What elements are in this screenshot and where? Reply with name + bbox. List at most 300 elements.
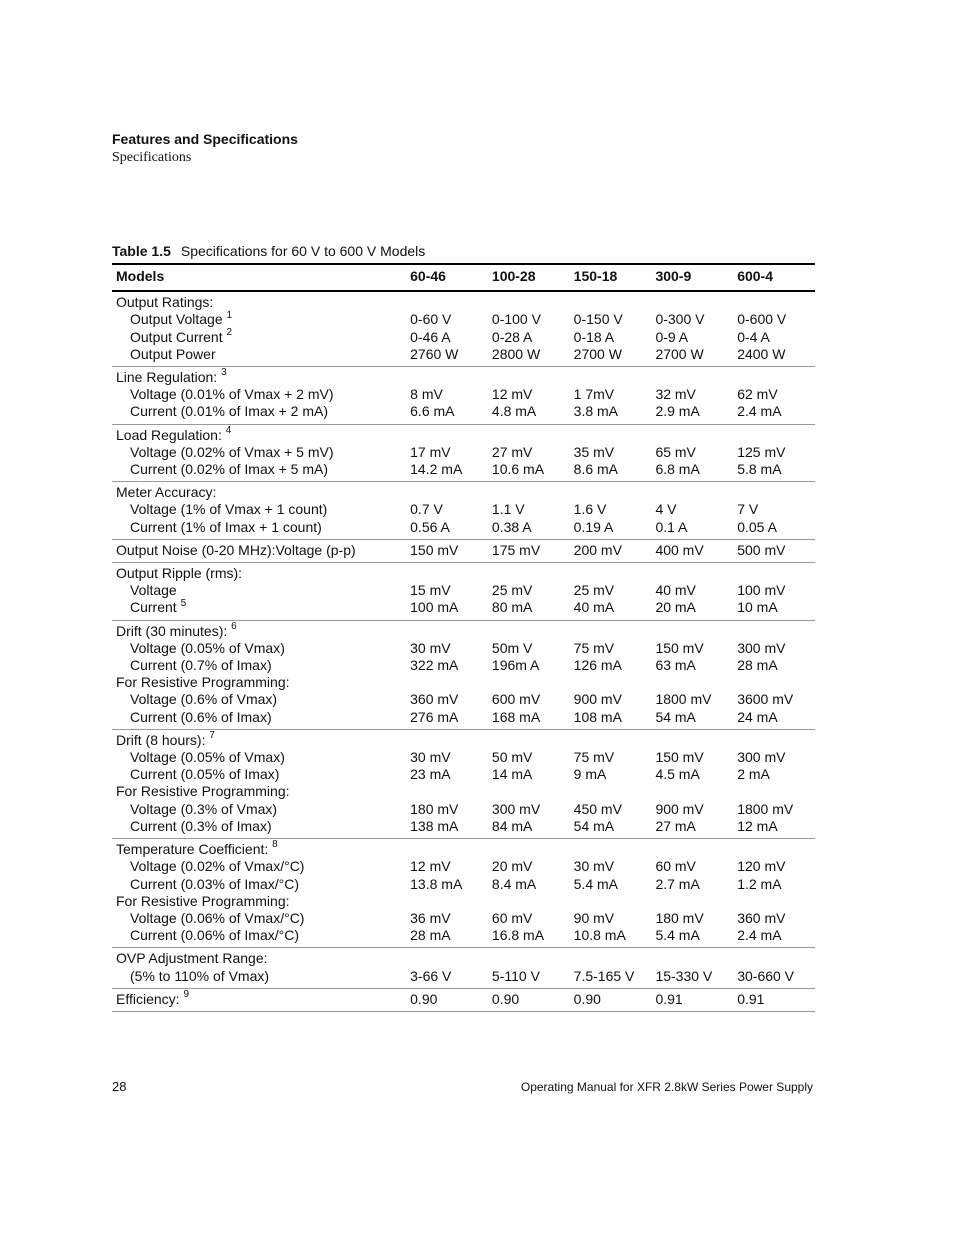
value-cell xyxy=(488,729,570,838)
value-line: 108 mA xyxy=(573,708,622,725)
value-line xyxy=(737,783,811,800)
value-line: 27 mV xyxy=(491,443,533,460)
value-cell xyxy=(651,948,733,988)
value-line: 0-9 A xyxy=(655,328,689,345)
value-line xyxy=(492,950,566,967)
parameter-text: Output Current xyxy=(130,328,227,345)
value-line: 5-110 V xyxy=(491,967,540,984)
value-line xyxy=(574,783,648,800)
value-cell xyxy=(733,563,815,621)
value-line: 40 mA xyxy=(573,599,615,616)
parameter-text: Current (0.03% of Imax/°C) xyxy=(130,875,299,892)
value-line: 14 mA xyxy=(491,766,533,783)
value-line: 62 mV xyxy=(737,386,778,403)
value-line xyxy=(574,369,648,386)
value-line: 8.6 mA xyxy=(573,461,619,478)
parameter-line xyxy=(116,950,402,967)
value-line: 600 mV xyxy=(491,691,541,708)
value-line xyxy=(655,565,729,582)
value-line: 500 mV xyxy=(737,541,786,558)
value-line: 150 mV xyxy=(655,639,704,656)
value-cell xyxy=(570,729,652,838)
value-line: 0-600 V xyxy=(737,311,787,328)
value-line: 0-46 A xyxy=(410,328,451,345)
value-line: 0.90 xyxy=(573,990,601,1007)
value-line: 5.8 mA xyxy=(737,461,782,478)
value-line: 450 mV xyxy=(573,800,622,817)
value-cell xyxy=(406,367,488,425)
value-cell xyxy=(733,291,815,366)
parameter-text: Voltage (0.05% of Vmax) xyxy=(130,749,285,766)
table-body xyxy=(112,291,815,1011)
value-line xyxy=(410,565,484,582)
value-line: 120 mV xyxy=(737,858,786,875)
parameter-text: Voltage (0.6% of Vmax) xyxy=(130,691,278,708)
value-line: 3600 mV xyxy=(737,691,794,708)
parameter-text: Drift (30 minutes): xyxy=(116,622,232,639)
value-cell xyxy=(488,839,570,948)
value-line xyxy=(574,732,648,749)
value-line: 15 mV xyxy=(410,582,451,599)
footnote-marker: 6 xyxy=(231,621,237,632)
parameter-line xyxy=(116,461,402,478)
value-line: 2800 W xyxy=(491,345,541,362)
parameter-text: Current (0.01% of Imax + 2 mA) xyxy=(130,403,329,420)
parameter-text: Drift (8 hours): xyxy=(116,731,210,748)
value-line: 14.2 mA xyxy=(410,461,463,478)
value-line: 276 mA xyxy=(410,708,459,725)
value-cell xyxy=(651,839,733,948)
value-line xyxy=(410,427,484,444)
value-line: 65 mV xyxy=(655,443,696,460)
parameter-text: Output Power xyxy=(130,345,216,362)
value-line xyxy=(655,674,729,691)
value-line: 10.6 mA xyxy=(491,461,545,478)
value-line xyxy=(574,674,648,691)
parameter-cell xyxy=(112,482,406,540)
value-line: 0.91 xyxy=(655,990,683,1007)
column-header-150-18: 150-18 xyxy=(570,264,652,291)
parameter-cell xyxy=(112,424,406,482)
value-line: 0.56 A xyxy=(410,518,450,535)
parameter-cell xyxy=(112,563,406,621)
value-cell xyxy=(651,729,733,838)
column-header-300-9: 300-9 xyxy=(651,264,733,291)
section-title: Features and Specifications xyxy=(112,131,298,147)
parameter-line xyxy=(116,582,402,599)
value-line xyxy=(492,484,566,501)
value-cell xyxy=(570,424,652,482)
parameter-line xyxy=(116,565,402,582)
value-cell xyxy=(570,367,652,425)
value-line xyxy=(655,893,729,910)
value-line xyxy=(410,674,484,691)
value-line: 4 V xyxy=(655,501,677,518)
value-cell xyxy=(406,729,488,838)
parameter-line xyxy=(116,927,402,944)
value-line: 3.8 mA xyxy=(573,403,619,420)
parameter-text: (5% to 110% of Vmax) xyxy=(130,967,270,984)
value-cell xyxy=(406,424,488,482)
value-line: 0.05 A xyxy=(737,518,777,535)
value-line: 1800 mV xyxy=(655,691,712,708)
value-cell xyxy=(651,424,733,482)
parameter-cell xyxy=(112,729,406,838)
column-header-600-4: 600-4 xyxy=(733,264,815,291)
parameter-line xyxy=(116,403,402,420)
value-cell xyxy=(406,988,488,1011)
value-line: 8.4 mA xyxy=(491,875,537,892)
value-line xyxy=(655,783,729,800)
value-line xyxy=(655,427,729,444)
value-line: 0-100 V xyxy=(491,311,541,328)
value-line: 180 mV xyxy=(410,800,459,817)
parameter-line xyxy=(116,346,402,363)
value-cell xyxy=(570,839,652,948)
value-line xyxy=(410,950,484,967)
parameter-text: Current (0.05% of Imax) xyxy=(130,766,280,783)
value-cell xyxy=(733,729,815,838)
value-line xyxy=(574,623,648,640)
parameter-text: Voltage (0.05% of Vmax) xyxy=(130,639,285,656)
value-line xyxy=(492,674,566,691)
value-line xyxy=(574,294,648,311)
value-line: 50 mV xyxy=(491,749,533,766)
value-line: 200 mV xyxy=(573,541,622,558)
value-line: 300 mV xyxy=(737,639,786,656)
value-cell xyxy=(733,620,815,729)
value-line: 4.5 mA xyxy=(655,766,700,783)
value-line xyxy=(737,369,811,386)
value-line: 0.91 xyxy=(737,990,765,1007)
parameter-text: Output Ripple (rms): xyxy=(116,565,243,582)
value-line: 125 mV xyxy=(737,443,786,460)
parameter-text: Meter Accuracy: xyxy=(116,484,217,501)
value-line: 360 mV xyxy=(737,909,786,926)
value-cell xyxy=(570,539,652,562)
value-cell xyxy=(651,291,733,366)
value-line: 5.4 mA xyxy=(573,875,619,892)
value-line: 400 mV xyxy=(655,541,704,558)
footnote-marker: 8 xyxy=(272,839,278,851)
value-cell xyxy=(406,839,488,948)
parameter-line xyxy=(116,640,402,657)
value-line: 16.8 mA xyxy=(491,927,545,944)
value-line xyxy=(492,841,566,858)
value-line: 25 mV xyxy=(491,582,533,599)
parameter-text: Voltage (0.3% of Vmax) xyxy=(130,800,278,817)
value-line: 75 mV xyxy=(573,639,615,656)
parameter-text: For Resistive Programming: xyxy=(116,892,290,909)
value-line: 138 mA xyxy=(410,817,459,834)
value-cell xyxy=(570,563,652,621)
value-line xyxy=(655,484,729,501)
value-line: 1800 mV xyxy=(737,800,794,817)
parameter-line xyxy=(116,766,402,783)
parameter-text: Voltage (0.06% of Vmax/°C) xyxy=(130,909,305,926)
value-cell xyxy=(488,620,570,729)
value-line: 25 mV xyxy=(573,582,615,599)
specifications-table xyxy=(112,263,815,1012)
value-line xyxy=(410,893,484,910)
column-header-models: Models xyxy=(112,264,406,291)
value-cell xyxy=(488,367,570,425)
value-line: 300 mV xyxy=(737,749,786,766)
value-line xyxy=(737,484,811,501)
value-line: 20 mV xyxy=(491,858,533,875)
value-line: 0-4 A xyxy=(737,328,770,345)
value-cell xyxy=(733,482,815,540)
value-cell xyxy=(733,839,815,948)
value-line xyxy=(574,565,648,582)
parameter-text: Voltage (0.02% of Vmax + 5 mV) xyxy=(130,443,334,460)
table-row xyxy=(112,424,815,482)
value-cell xyxy=(488,482,570,540)
value-line: 900 mV xyxy=(655,800,704,817)
parameter-line xyxy=(116,893,402,910)
table-row xyxy=(112,729,815,838)
value-line xyxy=(655,732,729,749)
value-line: 13.8 mA xyxy=(410,875,463,892)
parameter-line xyxy=(116,783,402,800)
value-line xyxy=(410,484,484,501)
parameter-text: Load Regulation: xyxy=(116,426,226,443)
value-line: 12 mV xyxy=(491,386,533,403)
value-line xyxy=(655,950,729,967)
value-line: 10 mA xyxy=(737,599,778,616)
value-line xyxy=(655,841,729,858)
parameter-line xyxy=(116,294,402,311)
parameter-text: Temperature Coefficient: xyxy=(116,841,273,858)
value-line xyxy=(410,841,484,858)
value-line: 100 mV xyxy=(737,582,786,599)
footnote-marker: 5 xyxy=(180,597,187,609)
parameter-line xyxy=(116,910,402,927)
table-row xyxy=(112,948,815,988)
value-line: 24 mA xyxy=(737,708,778,725)
parameter-line xyxy=(116,691,402,708)
value-line: 0-300 V xyxy=(655,311,705,328)
value-line: 0-150 V xyxy=(573,311,623,328)
parameter-line xyxy=(116,542,402,559)
value-cell xyxy=(733,948,815,988)
parameter-line xyxy=(116,732,402,749)
parameter-cell xyxy=(112,948,406,988)
parameter-text: Current (0.7% of Imax) xyxy=(130,657,272,674)
value-cell xyxy=(570,948,652,988)
value-line: 30-660 V xyxy=(737,967,795,984)
value-line: 196m A xyxy=(491,657,540,674)
parameter-line xyxy=(116,444,402,461)
value-line: 12 mV xyxy=(410,858,451,875)
value-cell xyxy=(651,620,733,729)
value-line xyxy=(410,783,484,800)
footnote-marker: 9 xyxy=(183,989,189,1001)
value-line: 90 mV xyxy=(573,909,615,926)
parameter-text: Current (0.6% of Imax) xyxy=(130,708,272,725)
value-line: 40 mV xyxy=(655,582,696,599)
value-line: 0.38 A xyxy=(491,518,532,535)
value-line xyxy=(655,369,729,386)
table-row xyxy=(112,988,815,1011)
value-line: 1 7mV xyxy=(573,386,615,403)
value-line: 300 mV xyxy=(491,800,541,817)
value-line xyxy=(492,732,566,749)
value-line: 0-18 A xyxy=(573,328,615,345)
parameter-text: Output Ratings: xyxy=(116,294,214,311)
value-line xyxy=(737,893,811,910)
value-line: 28 mA xyxy=(737,657,778,674)
value-line xyxy=(655,623,729,640)
value-line: 54 mA xyxy=(655,708,696,725)
value-line: 23 mA xyxy=(410,766,451,783)
value-line: 75 mV xyxy=(573,749,615,766)
parameter-text: Current (1% of Imax + 1 count) xyxy=(130,518,322,535)
value-line: 32 mV xyxy=(655,386,696,403)
value-line xyxy=(410,369,484,386)
value-cell xyxy=(570,620,652,729)
section-subtitle: Specifications xyxy=(112,150,192,165)
value-line: 0.90 xyxy=(410,990,438,1007)
value-cell xyxy=(733,424,815,482)
value-line: 4.8 mA xyxy=(491,403,537,420)
value-line xyxy=(492,427,566,444)
value-line: 150 mV xyxy=(410,541,459,558)
value-line: 2700 W xyxy=(573,345,622,362)
value-line xyxy=(410,732,484,749)
value-line: 15-330 V xyxy=(655,967,713,984)
value-line: 2760 W xyxy=(410,345,459,362)
parameter-line xyxy=(116,858,402,875)
parameter-line xyxy=(116,599,402,616)
value-line: 8 mV xyxy=(410,386,443,403)
value-cell xyxy=(651,482,733,540)
value-cell xyxy=(570,482,652,540)
value-cell xyxy=(651,563,733,621)
value-line: 50m V xyxy=(491,639,533,656)
value-line xyxy=(737,294,811,311)
parameter-text: Current (0.3% of Imax) xyxy=(130,817,272,834)
value-line: 2.4 mA xyxy=(737,927,782,944)
value-cell xyxy=(651,367,733,425)
value-line: 0-60 V xyxy=(410,311,452,328)
value-line: 20 mA xyxy=(655,599,696,616)
value-line: 10.8 mA xyxy=(573,927,626,944)
value-cell xyxy=(488,563,570,621)
value-line: 0.7 V xyxy=(410,501,443,518)
value-line: 2.4 mA xyxy=(737,403,782,420)
footer-doc-title: Operating Manual for XFR 2.8kW Series Power Supply xyxy=(520,1080,813,1094)
value-line xyxy=(492,623,566,640)
value-line: 150 mV xyxy=(655,749,704,766)
value-line: 80 mA xyxy=(491,599,533,616)
value-cell xyxy=(570,988,652,1011)
parameter-text: Efficiency: xyxy=(116,990,184,1007)
value-line: 30 mV xyxy=(410,749,451,766)
value-line xyxy=(655,294,729,311)
value-line xyxy=(492,369,566,386)
value-line xyxy=(737,427,811,444)
parameter-text: Voltage (0.02% of Vmax/°C) xyxy=(130,858,305,875)
footnote-marker: 7 xyxy=(209,730,215,742)
value-line xyxy=(492,893,566,910)
value-line: 0.1 A xyxy=(655,518,688,535)
parameter-text: Current (0.02% of Imax + 5 mA) xyxy=(130,461,329,478)
value-line: 322 mA xyxy=(410,657,459,674)
parameter-line xyxy=(116,991,402,1008)
value-cell xyxy=(733,367,815,425)
parameter-text: Current xyxy=(130,599,181,616)
parameter-line xyxy=(116,709,402,726)
value-line: 5.4 mA xyxy=(655,927,700,944)
page-number: 28 xyxy=(112,1079,127,1094)
parameter-text: Current (0.06% of Imax/°C) xyxy=(130,927,299,944)
parameter-line xyxy=(116,657,402,674)
parameter-cell xyxy=(112,620,406,729)
value-line: 9 mA xyxy=(573,766,607,783)
parameter-line xyxy=(116,801,402,818)
parameter-text: Voltage (0.01% of Vmax + 2 mV) xyxy=(130,386,334,403)
parameter-text: Line Regulation: xyxy=(116,369,222,386)
value-cell xyxy=(406,291,488,366)
parameter-line xyxy=(116,623,402,640)
value-line: 12 mA xyxy=(737,817,778,834)
parameter-text: OVP Adjustment Range: xyxy=(116,950,268,967)
footnote-marker: 2 xyxy=(226,326,233,338)
value-line: 30 mV xyxy=(410,639,451,656)
value-line: 1.2 mA xyxy=(737,875,782,892)
value-line: 168 mA xyxy=(491,708,541,725)
table-row xyxy=(112,482,815,540)
value-cell xyxy=(488,988,570,1011)
parameter-line xyxy=(116,484,402,501)
table-row xyxy=(112,291,815,366)
value-cell xyxy=(733,539,815,562)
value-line xyxy=(737,623,811,640)
value-line xyxy=(410,623,484,640)
table-header-row xyxy=(112,264,815,291)
value-cell xyxy=(406,482,488,540)
value-line: 54 mA xyxy=(573,817,615,834)
value-line: 6.6 mA xyxy=(410,403,455,420)
value-line: 126 mA xyxy=(573,657,622,674)
value-line: 63 mA xyxy=(655,657,696,674)
parameter-line xyxy=(116,386,402,403)
table-caption-text: Specifications for 60 V to 600 V Models xyxy=(180,243,426,259)
value-line: 60 mV xyxy=(491,909,533,926)
value-line xyxy=(737,950,811,967)
value-line xyxy=(492,565,566,582)
footnote-marker: 3 xyxy=(221,367,227,379)
value-line xyxy=(737,565,811,582)
value-line: 180 mV xyxy=(655,909,704,926)
column-header-60-46: 60-46 xyxy=(406,264,488,291)
value-line xyxy=(574,841,648,858)
value-line: 1.1 V xyxy=(491,501,525,518)
value-cell xyxy=(488,291,570,366)
parameter-line xyxy=(116,501,402,518)
parameter-line xyxy=(116,326,402,346)
value-line xyxy=(492,783,566,800)
value-line: 360 mV xyxy=(410,691,459,708)
parameter-line xyxy=(116,818,402,835)
parameter-line xyxy=(116,311,402,328)
value-line: 3-66 V xyxy=(410,967,452,984)
value-line: 1.6 V xyxy=(573,501,607,518)
parameter-cell xyxy=(112,539,406,562)
value-cell xyxy=(651,988,733,1011)
parameter-text: Voltage xyxy=(130,582,177,599)
